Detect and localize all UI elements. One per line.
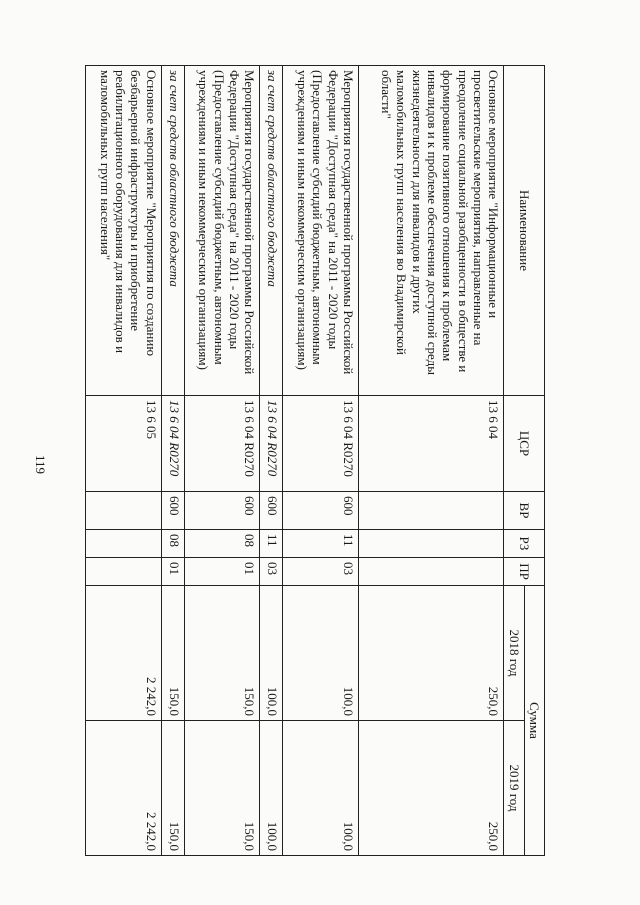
budget-table	[85, 65, 545, 856]
row-name-cell: Мероприятия государственной программы Российской Федерации "Доступная среда" на 2011 - 2020 годы (Предоставление субсидий бюджетным, автономным учреждениям и иным некоммерческим организациям)	[283, 66, 359, 396]
page-number: 119	[33, 455, 48, 475]
row-name-cell: Мероприятия государственной программы Российской Федерации "Доступная среда" на 2011 - 2020 годы (Предоставление субсидий бюджетным, автономным учреждениям и иным некоммерческим организациям)	[184, 66, 260, 396]
row-name-cell: за счет средств областного бюджета	[260, 66, 283, 396]
row-pr-cell	[358, 558, 503, 586]
row-rz-cell	[86, 530, 162, 558]
row-sum-2018-cell: 100,0	[283, 586, 359, 721]
row-sum-2019-cell: 100,0	[283, 721, 359, 856]
row-name-cell: Основное мероприятие "Информационные и просветительские мероприятия, направленные на преодоление социальной разобщенности в обществе и формирование позитивного отношения к проблемам инвалидов и к проблеме обеспечения доступной среды жизнедеятельности для инвалидов и других маломобильных групп населения во Владимирской области"	[358, 66, 503, 396]
header-vr: ВР	[504, 492, 545, 530]
table-row	[184, 66, 260, 856]
row-sum-2019-cell: 2 242,0	[86, 721, 162, 856]
row-pr-cell: 01	[184, 558, 260, 586]
row-rz-cell: 11	[283, 530, 359, 558]
header-pr: ПР	[504, 558, 545, 586]
header-2019: 2019 год	[504, 721, 524, 856]
table-row	[260, 66, 283, 856]
header-csr: ЦСР	[504, 396, 545, 492]
row-csr-cell: 13 6 04 R0270	[184, 396, 260, 492]
row-sum-2019-cell: 100,0	[260, 721, 283, 856]
row-csr-cell: 13 6 04 R0270	[260, 396, 283, 492]
row-sum-2019-cell: 150,0	[184, 721, 260, 856]
header-2018: 2018 год	[504, 586, 524, 721]
table-row	[283, 66, 359, 856]
table-row	[86, 66, 162, 856]
row-vr-cell: 600	[161, 492, 184, 530]
row-rz-cell: 11	[260, 530, 283, 558]
row-name-cell: за счет средств областного бюджета	[161, 66, 184, 396]
row-rz-cell: 08	[184, 530, 260, 558]
row-rz-cell	[358, 530, 503, 558]
row-pr-cell: 03	[283, 558, 359, 586]
header-rz: РЗ	[504, 530, 545, 558]
row-pr-cell	[86, 558, 162, 586]
row-vr-cell: 600	[260, 492, 283, 530]
row-vr-cell: 600	[283, 492, 359, 530]
row-sum-2018-cell: 150,0	[184, 586, 260, 721]
row-csr-cell: 13 6 05	[86, 396, 162, 492]
table-body	[86, 66, 504, 856]
header-row-1	[524, 66, 544, 856]
header-sum: Сумма	[524, 586, 544, 856]
row-csr-cell: 13 6 04	[358, 396, 503, 492]
row-vr-cell	[86, 492, 162, 530]
row-rz-cell: 08	[161, 530, 184, 558]
row-sum-2019-cell: 250,0	[358, 721, 503, 856]
row-sum-2018-cell: 100,0	[260, 586, 283, 721]
table-row	[161, 66, 184, 856]
row-name-cell: Основное мероприятие "Мероприятия по созданию безбарьерной инфраструктуры и приобретение реабилитационного оборудования для инвалидов и маломобильных групп населения"	[86, 66, 162, 396]
row-pr-cell: 01	[161, 558, 184, 586]
row-sum-2018-cell: 2 242,0	[86, 586, 162, 721]
row-vr-cell: 600	[184, 492, 260, 530]
budget-table-container	[85, 65, 545, 855]
row-csr-cell: 13 6 04 R0270	[161, 396, 184, 492]
row-sum-2018-cell: 250,0	[358, 586, 503, 721]
row-pr-cell: 03	[260, 558, 283, 586]
header-name: Наименование	[504, 66, 545, 396]
row-sum-2019-cell: 150,0	[161, 721, 184, 856]
row-csr-cell: 13 6 04 R0270	[283, 396, 359, 492]
row-vr-cell	[358, 492, 503, 530]
table-row	[358, 66, 503, 856]
row-sum-2018-cell: 150,0	[161, 586, 184, 721]
